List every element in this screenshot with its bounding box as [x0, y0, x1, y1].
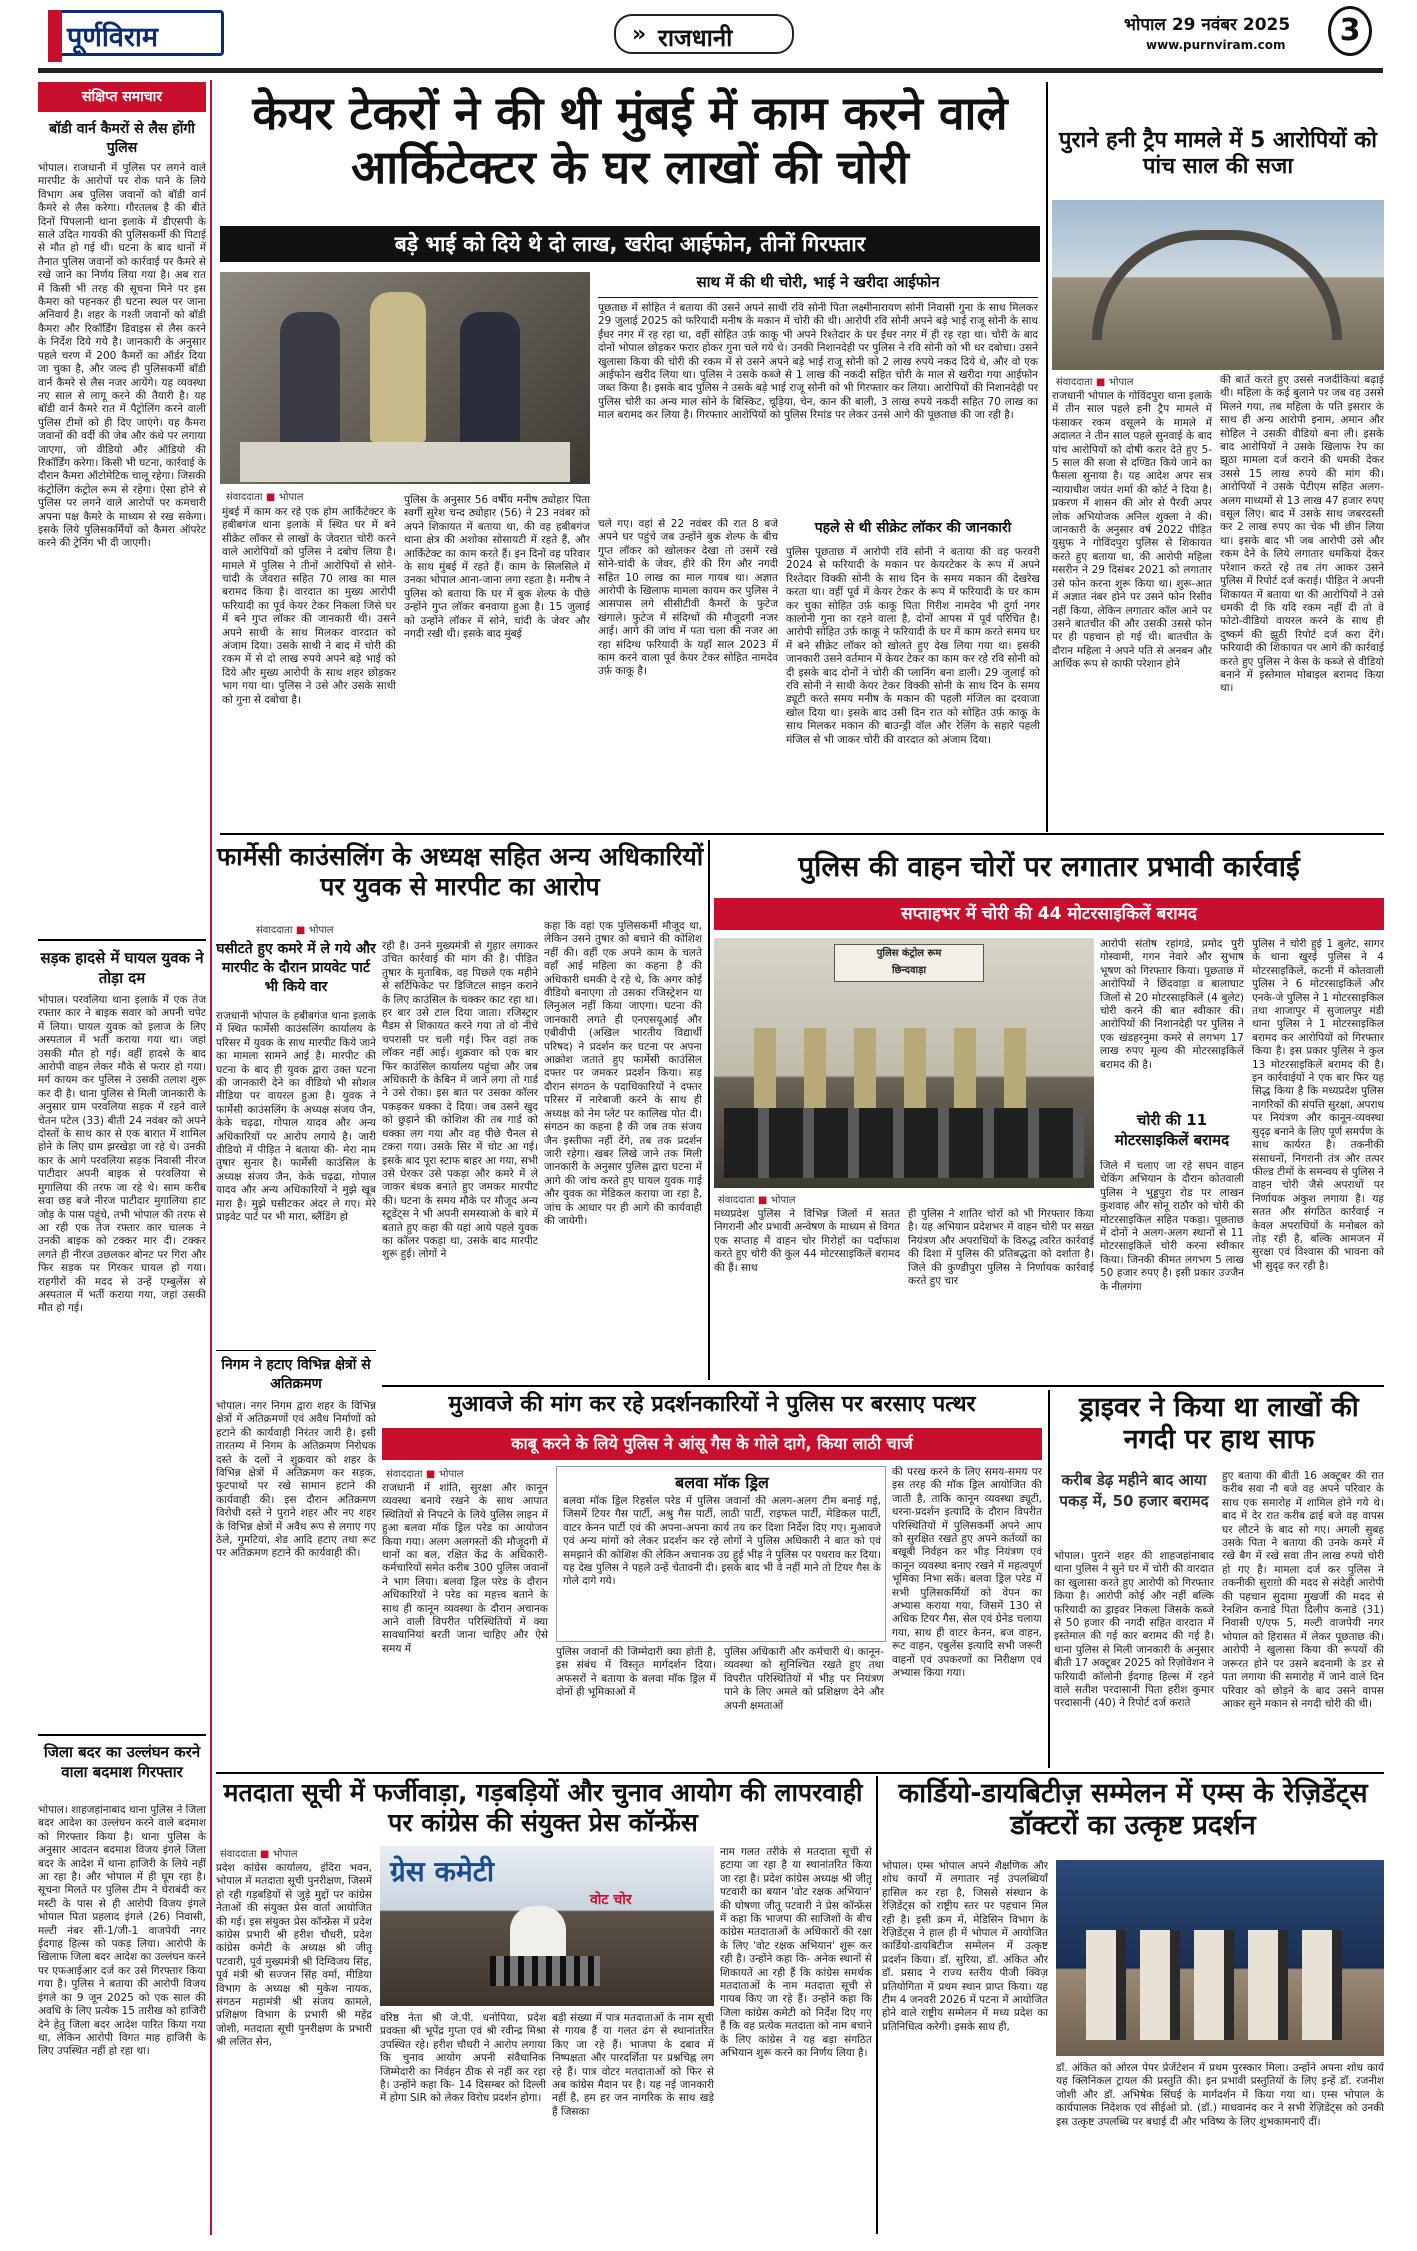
- protest-box-text: बलवा मॉक ड्रिल रिहर्सल परेड में पुलिस जवानों की अलग-अलग टीम बनाई गई, जिसमें टियर गैस पार्टी, अश्रु गैस पार्टी, लाठी पार्टी, राइफल पार्टी, मेडिकल पार्टी, वाटर केनन पार्टी एवं की अपना-अपना कार्य तय कर दिशा निर्देश दिए गए। मुआवजे एवं अन्य मांगों को लेकर प्रदर्शन कर रहे लोगों ने पुलिस अधिकारी ने बात को एवं समझाने की कोशिश की लेकिन अचानक उग्र हुई भीड़ ने पुलिस पर पथराव कर दिया। यह देख पुलिस ने पहले उन्हें चेतावनी दी। इसके बाद भी वे नहीं माने तो टियर गैस के गोले दागे गये।: [563, 1495, 881, 1588]
- story1-col3: चले गए। वहां से 22 नवंबर की रात 8 बजे अपने घर पहुंचे जब उन्होंने बुक शेल्फ के बीच गुप्त लॉकर को खोलकर देखा तो उसमें रखे सोने-चांदी के जेवर, हीरे की रिंग और नगदी सहित 10 लाख का माल गायब था। अज्ञात आरोपी के खिलाफ मामला कायम कर पुलिस ने आसपास लगे सीसीटीवी कैमरों के फुटेज खंगाले। फुटेज में संदिग्धों की मौजूदगी नजर आई। आगे की जांच में पता चला की नजर आ रहा संदिग्ध फरियादी के यहाँ साल 2023 में काम करने वाला पूर्व केयर टेकर सोहित नामदेव उर्फ़ काकू है।: [598, 518, 778, 678]
- story1-col2: पुलिस के अनुसार 56 वर्षीय मनीष ठ्योहार पिता स्वर्गी सुरेश चन्द ठ्योहार (56) ने 23 नवंबर को अपने शिकायत में बताया था, की वह हबीबगंज थाना क्षेत्र की अशोका सोसायटी में रहते हैं, और आर्किटेक्ट का काम करते हैं। इन दिनों वह परिवार के साथ मुंबई में रहते हैं। काम के सिलसिले में उनका भोपाल आना-जाना लगा रहता है। मनीष ने पुलिस को बताया कि घर में बुक शेल्फ के पीछे उन्होंने गुप्त लॉकर बनवाया हुआ है। 15 जुलाई को उन्होंने लॉकर में सोने, चांदी के जेवर और नगदी रखी थी। इसके बाद मुंबई: [404, 494, 590, 641]
- microphone-cluster: [490, 1956, 600, 1986]
- vehicle-subhead: चोरी की 11 मोटरसाइकिलें बरामद: [1114, 1111, 1230, 1149]
- cardio-col2: डॉ. अंकित को ओरल पेपर प्रेजेंटेशन में प्रथम पुरस्कार मिला। उन्होंने अपना शोध कार्य यह क्लिनिकल ट्रायल की प्रस्तुति की। इन प्रभावी प्रस्तुतियों के लिए इन्हें डॉ. रजनीश जोशी और डॉ. अभिषेक सिंघई के मार्गदर्शन में किया गया था। एम्स भोपाल के कार्यपालक निदेशक एवं सीईओ प्रो. (डॉ.) माधवानंद कर ने सभी रेज़िडेंट्स को उनकी इस उत्कृष्ट उपलब्धि पर बधाई दी और भविष्य के लिए शुभकामनाएँ दीं।: [1056, 2062, 1384, 2128]
- story1-headline: केयर टेकरों ने की थी मुंबई में काम करने वाले आर्किटेक्टर के घर लाखों की चोरी: [252, 86, 1008, 195]
- driver-col1: भोपाल। पुराने शहर की शाहजहांनाबाद थाना पुलिस ने सुने घर में चोरी की वारदात का खुलासा करते हुए आरोपी को गिरफ्तार किया है। आरोपी कोई और नहीं बल्कि फरियादी का ड्राइवर निकला जिसके कब्जे से 50 हजार की नगदी सहित वारदात में इस्तेमाल की गई कार बरामद की गई है। थाना पुलिस से मिली जानकारी के अनुसार बीती 17 अक्टूबर 2025 को रिज़ोवेशन ने फरियादी कॉलोनी ईदगाह हिल्स में रहने वाले सतीश परदासानी पिता हरीश कुमार परदासानी (40) ने रिपोर्ट दर्ज कराते: [1054, 1550, 1214, 1710]
- section-rule: [220, 833, 1384, 835]
- motorcycle-row: [724, 1108, 1084, 1178]
- brief-divider: [38, 939, 206, 941]
- banner-text: ग्रेस कमेटी: [390, 1855, 495, 1888]
- vehicle-headline: पुलिस की वाहन चोरों पर लगातार प्रभावी कार्रवाई: [798, 850, 1300, 883]
- story1-box2: [786, 518, 1040, 828]
- award-group-row: [1086, 1930, 1356, 2040]
- voter-headline: मतदाता सूची में फर्जीवाड़ा, गड़बड़ियों और चुनाव आयोग की लापरवाही पर कांग्रेस की संयुक्त प्रेस कॉन्फ्रेंस: [223, 1778, 863, 1837]
- section-title: राजधानी: [658, 24, 733, 52]
- section-rule: [708, 840, 710, 1380]
- vehicle-col-b: जिले में चलाए जा रहे सघन वाहन चेकिंग अभियान के दौरान कोतवाली पुलिस ने भुड्डपुरा रोड पर लाखन कुशवाह और सोनू राठौर को चोरी की मोटरसाइकिल सहित पकड़ा। पूछताछ में दोनों ने अलग-अलग स्थानों से 11 मोटरसाइकिलें चोरी करना स्वीकार किया। जिनकी कीमत लगभग 5 लाख 50 हजार रुपए है। इसी प्रकार उज्जैन के नीलगंगा: [1100, 1160, 1244, 1293]
- vehicle-photo: [714, 938, 1094, 1188]
- voter-col4: नाम गलत तरीके से मतदाता सूची से हटाया जा रहा है या स्थानांतरित किया जा रहा है। प्रदेश कांग्रेस अध्यक्ष श्री जीतू पटवारी का बयान 'वोट रक्षक अभियान' की घोषणा जीतू पटवारी ने प्रेस कॉन्फ्रेंस में कहा कि भाजपा की साजिशों के बीच कांग्रेस मतदाताओं के अधिकारों की रक्षा के लिए 'वोट रक्षक अभियान' शुरू कर रही है। उन्होंने कहा कि- अनेक स्थानों से शिकायतें आ रही हैं कि कांग्रेस समर्थक मतदाताओं के नाम मतदाता सूची से गायब किए जा रहे हैं। उन्होंने कहा कि जिला कांग्रेस कमेटी को निर्देश दिए गए हैं कि वह प्रत्येक मतदाता को नाम बचाने के लिए कांग्रेस ने यह बड़ा संगठित अभियान शुरू करने का निर्णय लिया है।: [720, 1846, 872, 2060]
- voter-photo: [380, 1846, 714, 2006]
- officers-row: [754, 1028, 1054, 1108]
- masthead-rule: [38, 68, 1383, 73]
- vehicle-col-c: पुलिस ने चोरी हुई 1 बुलेट, सागर के थाना खुरई पुलिस ने 4 मोटरसाइकिलें, कटनी में कोतवाली पुलिस ने 6 मोटरसाइकिलें और एनके-जे पुलिस ने 1 मोटरसाइकिल तथा शाजापुर में सुजालपुर मंडी थाना पुलिस ने 1 मोटरसाइकिल बरामद कर आरोपियों को गिरफ्तार किया है। इस प्रकार पुलिस ने कुल 13 मोटरसाइकिलें बरामद की है। इन कार्रवाईयों ने एक बार फिर यह सिद्ध किया है कि मध्यप्रदेश पुलिस नागरिकों की संपत्ति सुरक्षा, अपराध पर नियंत्रण और कानून-व्यवस्था सुदृढ़ बनाने के लिए पूर्ण समर्पण के साथ कार्यरत है। तकनीकी संसाधनों, निगरानी तंत्र और तत्पर फील्ड टीमों के समन्वय से पुलिस ने वाहन चोरी जैसे अपराधों पर निर्णायक अंकुश लगाया है। यह सतत और संगठित कार्रवाई न केवल अपराधियों के मनोबल को तोड़ रही है, बल्कि आमजन में सुरक्षा एवं विश्वास की भावना को भी सुदृढ़ कर रही है।: [1252, 938, 1384, 1272]
- brief-2-body: भोपाल। परवलिया थाना इलाके में एक तेज रफ्तार कार ने बाइक सवार को अपनी चपेट में लिया। घायल युवक को इलाज के लिए अस्पताल में भर्ती कराया गया था। जहां उसकी मौत हो गई। वहीं हादसे के बाद आरोपी वाहन लेकर मौके से फरार हो गया। मर्ग कायम कर पुलिस ने उसकी तलाश शुरू कर दी है। थाना पुलिस से मिली जानकारी के अनुसार ग्राम परवलिया सड़क में रहने वाले चेतन पटेल (33) बीती 24 नवंबर को अपने दोस्तों के साथ कार से एक बारात में शामिल होने के लिए ग्राम झरखेड़ा जा रहे थे। उनकी कार के आगे परवलिया सड़क निवासी नीरज पाटीदार अपनी बाइक से परवलिया से मुगालिया की तरफ जा रहे थे। साम करीब सवा छह बजे नीरज पाटीदार मुगालिया हाट जोड़ के पास पहुंचे, तभी भोपाल की तरफ से आ रही एक तेज रफ्तार कार चालक ने उनकी बाइक को टक्कर मार दी। टक्कर लगते ही नीरज उछलकर बोनट पर गिरा और फिर सड़क पर गिरकर घायल हो गया। राहगीरों की मदद से उन्हें एम्बुलेंस से अस्पताल में भर्ती कराया गया, जहां उसकी मौत हो गई।: [38, 994, 206, 1315]
- police-building-sign: पुलिस कंट्रोल रूम छिन्दवाड़ा: [834, 944, 984, 982]
- voter-col3: बड़ी संख्या में पात्र मतदाताओं के नाम सूची से गायब हैं या गलत ढंग से स्थानांतरित किए जा रहे हैं। भाजपा के दबाव में निष्पक्षता और पारदर्शिता पर प्रश्नचिह्न लग रहे हैं। पात्र वोटर मतदाताओं को फिर से अब कांग्रेस मैदान पर है। यह नई जानकारी नहीं है, हम हर जन नागरिक के साथ खड़े हैं जिसका: [552, 2012, 714, 2118]
- driver-headline: ड्राइवर ने किया था लाखों की नगदी पर हाथ साफ: [1079, 1392, 1359, 1455]
- protest-col4: पुलिस अधिकारी और कर्मचारी थे। कानून-व्यवस्था को सुनिश्चित रखते हुए तथा विपरीत परिस्थितियों में भीड़ पर नियंत्रण पाने के लिए अमले को प्रशिक्षण देने और अपनी क्षमताओं: [724, 1646, 884, 1712]
- section-rule: [382, 1385, 1384, 1387]
- nigam-body: भोपाल। नगर निगम द्वारा शहर के विभिन्न क्षेत्रों में अतिक्रमणों एवं अवैध निर्माणों को हटाने की कार्यवाही निरंतर जारी है। इसी तारतम्य में निगम के अतिक्रमण निरोधक दस्ते के दलों ने शुक्रवार को शहर के विभिन्न क्षेत्रों में अतिक्रमण कर सड़क, फुटपाथों पर रखे सामान हटाने की कार्यवाही की। इस दौरान अतिक्रमण विरोधी दस्ते ने पुराने शहर और नए शहर के विभिन्न क्षेत्रों में अवैध रूप से लगाए गए ठेले, गुमटियां, शेड आदि हटाए तथा रूट पर अतिक्रमण हटाने की कार्यवाही की।: [216, 1400, 376, 1560]
- brief-2-headline: सड़क हादसे में घायल युवक ने तोड़ा दम: [40, 949, 204, 987]
- story1-box: [598, 272, 1038, 512]
- pharmacy-col2: रही है। उनने मुख्यमंत्री से गुहार लगाकर उचित कार्रवाई की मांग की है। पीड़ित तुषार के मुताबिक, वह पिछले एक महीने से सर्टिफिकेट पर डिजिटल साइन कराने के लिए काउंसिल के चक्कर काट रहा था। हर बार उसे टाल दिया जाता। रजिस्ट्रार मैडम से शिकायत करने गया तो वो नीचे चपरासी पर चली गई। फिर वहां तक लॉकर नहीं आई। शुक्रवार को एक बार फिर काउंसिल कार्यालय पहुंचा और जब अधिकारी के केबिन में जाने लगा तो गार्ड ने उसे रोका। इस बात पर उसका कॉलर पकड़कर धक्का दे दिया। जब उसने खुद को छुड़ाने की कोशिश की तब गार्ड को धक्का लग गया और वह पीछे चैनल से टकरा गया। उसके सिर में चोट आ गई। इसके बाद पूरा स्टाफ बाहर आ गया, सभी उसे घेरकर उसे पकड़ा और कमरे में ले जाकर बंधक बनाते हुए जमकर मारपीट की। घटना के समय मौके पर मौजूद अन्य स्टूडेंट्स ने भी अपनी समस्याओ के बारे में बताते हुए कहा की यहां आये पहले युवक का कॉलर पकड़ा था, उसके बाद मारपीट शुरू हुई। लोगों ने: [382, 940, 538, 1261]
- court-gate-arch: [1092, 230, 1342, 340]
- honey-col1: राजधानी भोपाल के गोविंदपुरा थाना इलाके में तीन साल पहले हनी ट्रैप मामले में फंसाकर रकम वसूलने के मामले में अदालत ने तीन साल पहले सुनवाई के बाद पांच आरोपियों को दोषी करार देते हुए 5-5 साल की सजा से दण्डित किये जाने का फैसला सुनाया है। यह आदेश अपर सत्र न्यायाधीश जयंत शर्मा की कोर्ट ने दिया है। प्रकरण में शासन की ओर से पैरवी अपर लोक अभियोजक अनिल शुक्ला ने की। जानकारी के अनुसार वर्ष 2022 पीड़ित युसुफ ने गोविंदपुरा पुलिस से शिकायत करते हुए बताया था, की आरोपी महिला मसरीन ने 29 दिसंबर 2021 को लगातार उसे फोन करना शुरू किया था। शुरू-आत में अज्ञात नंबर होने पर उसने फोन रिसीव नहीं किया, लेकिन लगातार कॉल आने पर उसने बातचीत की और उसकी उससे फोन पर ही पहचान हो गई थी। बातचीत के दौरान महिला ने अपने पति से अनबन और आर्थिक रूप से काफी परेशान होने: [1052, 390, 1212, 671]
- masthead: [0, 0, 1417, 68]
- brief-1-headline: बॉडी वार्न कैमरों से लैस होंगी पुलिस: [49, 121, 195, 156]
- protest-col3: पुलिस जवानों की जिम्मेदारी क्या होती है, इस संबंध में विस्तृत मार्गदर्शन दिया। अफसरों ने बताया के बलवा मॉक ड्रिल में दोनों ही भूमिकाओं में: [556, 1646, 716, 1699]
- section-rule: [876, 1776, 878, 2234]
- brief-tag: संक्षिप्त समाचार: [38, 82, 206, 112]
- logo-text: पूर्णविराम: [67, 22, 159, 53]
- voter-credit: संवाददाता ■ भोपाल: [220, 1849, 298, 1860]
- logo[interactable]: [48, 10, 224, 56]
- story1-col1: मुंबई में काम कर रहे एक होम आर्किटेक्टर के हबीबगंज थाना इलाके में स्थित घर में बने सीक्रेट लॉकर से लाखों के जेवरात चोरी करने वाले आरोपियों को पुलिस ने दबोच लिया है। मामले में पुलिस ने तीनों आरोपियों से सोने-चांदी के जेवरात सहित 70 लाख का माल बरामद किया है। वारदात का मुख्य आरोपी फरियादी का पूर्व केयर टेकर निकला जिसे घर में बने गुप्त लॉकर की जानकारी थी। उसने अपने साथी के साथ मिलकर वारदात को अंजाम दिया। उसके साथी ने बाद में चोरी की रकम में से दो लाख रुपये अपने बड़े भाई को दिये और मुख्य आरोपी के साथ शहर छोड़कर भाग गया था। पुलिस ने उसे और उसके साथी को गुना से दबोचा है।: [222, 506, 396, 706]
- page-number: 3: [1328, 6, 1372, 56]
- nigam-rule: [216, 1350, 376, 1351]
- story1-box2-text: पुलिस पूछताछ में आरोपी रवि सोनी ने बताया की वह फरवरी 2024 से फरियादी के मकान पर केयरटेकर के रूप में अपने रिश्तेदार विक्की सोनी के साथ दिन के समय मकान की देखरेख करता था। वहीं पूर्व में केयर टेकर के रूप में फरियादी के घर काम कर चुका सोहित उर्फ़ काकू पिता गिरीश नामदेव भी दुर्गा नगर कालोनी गुना का रहने वाला है, दोनों आपस में पूर्व परिचित है। आरोपी सोहित उर्फ़ काकू ने फरियादी के घर में काम करते समय घर में बने सीक्रेट लॉकर को खोलते हुए देख लिया गया था। इसकी जानकारी उसने वर्तमान में केयर टेकर का काम कर रहे रवि सोनी को दी इसके बाद दोनों ने चोरी की प्लानिंग बना डाली। 29 जुलाई को रवि सोनी ने साथी केयर टेकर विक्की सोनी के साथ दिन के समय ड्यूटी करते समय मनीष के मकान की पहली मंजिल का दरवाजा खोल दिया था। इसके बाद उसी दिन रात को सोहित उर्फ़ काकू के साथ मिलकर मकान की बाउन्ड्री वॉल और रेलिंग के सहारे पहली मंजिल से भी जाकर चोरी की वारदात को अंजाम दिया।: [786, 546, 1040, 746]
- banner-text: वोट चोर: [590, 1892, 632, 1908]
- honey-photo: [1052, 200, 1384, 370]
- protest-headline: मुआवजे की मांग कर रहे प्रदर्शनकारियों ने पुलिस पर बरसाए पत्थर: [448, 1392, 976, 1417]
- cardio-photo: [1056, 1860, 1384, 2056]
- cardio-headline: कार्डियो-डायबिटीज़ सम्मेलन में एम्स के रेज़िडेंट्स डॉक्टरों का उत्कृष्ट प्रदर्शन: [898, 1778, 1368, 1841]
- vehicle-col-d: मध्यप्रदेश पुलिस ने विभिन्न जिलों में सतत निगरानी और प्रभावी अन्वेषण के माध्यम से विगत एक सप्ताह में वाहन चोर गिरोहों का पर्दाफाश करते हुए चोरी की कुल 44 मोटरसाइकिलें बरामद की हैं। साथ: [714, 1208, 900, 1274]
- story1-box-title: साथ में की थी चोरी, भाई ने खरीदा आईफोन: [598, 272, 1038, 298]
- protest-deck: काबू करने के लिये पुलिस ने आंसू गैस के गोले दागे, किया लाठी चार्ज: [382, 1428, 1042, 1460]
- logo-accent: [48, 10, 62, 62]
- section-rule: [1048, 1390, 1050, 1768]
- voter-col2: वरिष्ठ नेता श्री जे.पी. धनोपिया, प्रदेश प्रवक्ता श्री भूपेंद्र गुप्ता एवं श्री रवीन्द्र मिश्रा उपस्थित रहे। हरीश चौधरी ने आरोप लगाया कि चुनाव आयोग अपनी संवैधानिक जिम्मेदारी का निर्वहन ठीक से नहीं कर रहा है। उन्होंने कहा कि- 14 दिसम्बर को दिल्ली में होगा SIR को लेकर विरोध प्रदर्शन होगा।: [380, 2012, 546, 2105]
- driver-subhead: करीब डेढ़ महीने बाद आया पकड़ में, 50 हजार बरामद: [1059, 1471, 1209, 1510]
- honey-col2: की बातें करते हुए उससे नजदीकियां बढ़ाई थी। महिला के कई बुलाने पर जब वह उससे मिलने गया, तब महिला के पति इसरार के साथ ही अन्य आरोपी इनाम, अमान और सोहिल ने उसकी वीडियो बना ली। इसके बाद आरोपियों ने उसके खिलाफ रेप का झूठा मामला दर्ज कराने की धमकी देकर उससे 15 लाख रुपये की मांग की। आरोपियों ने उसके पेटीएम सहित अलग-अलग माध्यमों से 13 लाख 47 हजार रुपए वसूल लिए। बाद में उसके साथ जबरदस्ती कर 2 लाख रुपए का चेक भी छीन लिया था। इसके बाद भी जब आरोपी उसे और रकम देने के लिये लगातार धमकियां देकर परेशान करते रहे तब तंग आकर उसने पुलिस में रिपोर्ट दर्ज कराई। पीड़ित ने अपनी शिकायत में बताया था की आरोपियों ने उसे धमकी दी कि यदि रकम नहीं दी तो वे फोटो-वीडियो वायरल करने के साथ ही दुष्कर्म की झूठी रिपोर्ट दर्ज करा देंगे। फरियादी की शिकायत पर आगे की कार्रवाई करते हुए पुलिस ने केस के कब्जे से वीडियो बनाने में इस्तेमाल मोबाइल बरामद किया था।: [1220, 374, 1384, 695]
- brief-divider: [38, 1734, 206, 1736]
- protest-col5: की परख करने के लिए समय-समय पर इस तरह की मॉक ड्रिल आयोजित की जाती है, ताकि कानून व्यवस्था ड्यूटी, धरना-प्रदर्शन इत्यादि के दौरान विपरीत परिस्थितियों में पुलिसकर्मी अपने आप को सुरक्षित रखते हुए अपने कर्तव्यों का बखूबी निर्वहन कर भीड़ नियंत्रण एवं कानून व्यवस्था बनाए रखने में महत्वपूर्ण भूमिका निभा सकें। बलवा ड्रिल परेड में सभी पुलिसकर्मियों को वेपन का अभ्यास कराया गया, जिसमें 130 से अधिक टियर गैस, सेल एवं ग्रेनेड चलाया गया, साथ ही वाटर केनन, बज वाहन, रूट वाहन, एबुलेंस इत्यादि सभी जरूरी वाहनों एवं उपकरणों का निरीक्षण एवं अभ्यास किया गया।: [892, 1466, 1042, 1680]
- section-rule: [1046, 82, 1048, 832]
- brief-3-body: भोपाल। शाहजहांनाबाद थाना पुलिस ने जिला बदर आदेश का उल्लंघन करने वाले बदमाश को गिरफ्तार किया है। थाना पुलिस के अनुसार आदतन बदमाश विजय इंगले जिला बदर के आदेश में थाना हाजिरी के लिये नहीं आ रहा है। और भोपाल में ही घूम रहा है। सूचना मिलते पर पुलिस टीम ने घेराबंदी कर मस्टी के पास से ही आरोपी विजय इंगले भोपाल पिता प्रहलाद इंगले (26) निवासी, मल्टी नंबर सी-1/जी-1 वाजपेयी नगर ईदगाह हिल्स को पकड़ लिया। आरोपी के खिलाफ जिला बदर आदेश का उल्लंघन करने पर एफआईआर दर्ज कर उसे गिरफ्तार किया गया है। पुलिस ने बताया की आरोपी विजय इंगले का 9 जून 2025 को एक साल की अवधि के लिए प्रत्येक 15 तारीख को हाजिरी देने हेतु जिला बदर आदेश पारित किया गया था, लेकिन आरोपी विगत माह हाजिरी के लिए उपस्थित नहीं हो रहा था।: [38, 1804, 206, 2058]
- story1-deck: बड़े भाई को दिये थे दो लाख, खरीदा आईफोन, तीनों गिरफ्तार: [220, 226, 1040, 262]
- story1-photo-credit: संवाददाता ■ भोपाल: [226, 492, 304, 503]
- vehicle-deck: सप्ताहभर में चोरी की 44 मोटरसाइकिलें बरामद: [714, 898, 1384, 930]
- protest-box: [556, 1466, 886, 1642]
- voter-col1: प्रदेश कांग्रेस कार्यालय, इंदिरा भवन, भोपाल में मतदाता सूची पुनरीक्षण, जिसमें हो रही गड़बड़ियों से जुड़े मुद्दों पर कांग्रेस नेताओं की संयुक्त प्रेस वार्ता आयोजित की गई। इस संयुक्त प्रेस कॉन्फ्रेंस में प्रदेश कांग्रेस प्रभारी श्री हरीश चौधरी, प्रदेश कांग्रेस कमेटी के अध्यक्ष श्री जीतू पटवारी, पूर्व मुख्यमंत्री श्री दिग्विजय सिंह, पूर्व मंत्री श्री सज्जन सिंह वर्मा, मीडिया विभाग के अध्यक्ष श्री मुकेश नायक, संगठन महामंत्री श्री संजय कामले, प्रशिक्षण विभाग के प्रभारी श्री महेंद्र जोशी, मतदाता सूची पुनरीक्षण के प्रभारी श्री ललित सेन,: [216, 1862, 372, 2049]
- cardio-col1: भोपाल। एम्स भोपाल अपने शैक्षणिक और शोध कार्यों में लगातार नई उपलब्धियाँ हासिल कर रहा है, जिससे संस्थान के रेज़िडेंट्स को राष्ट्रीय स्तर पर पहचान मिल रही है। इसी क्रम में, मेडिसिन विभाग के रेज़िडेंट्स ने हाल ही में भोपाल में आयोजित कार्डियो-डायबिटीज सम्मेलन में उत्कृष्ट प्रदर्शन किया। डॉ. सुरिया, डॉ. अंकित और डॉ. प्रसाद ने राज्य स्तरीय पीजी क्विज़ प्रतियोगिता में प्रथम स्थान प्राप्त किया। यह टीम 4 जनवरी 2026 में पटना में आयोजित होने वाले राष्ट्रीय सम्मेलन में मध्य प्रदेश का प्रतिनिधित्व करेगी। इसके साथ ही,: [882, 1860, 1048, 2033]
- pharmacy-headline: फार्मेसी काउंसलिंग के अध्यक्ष सहित अन्य अधिकारियों पर युवक से मारपीट का आरोप: [216, 842, 704, 901]
- protest-credit: संवाददाता ■ भोपाल: [386, 1469, 464, 1480]
- pharmacy-col3: कहा कि वहां एक पुलिसकर्मी मौजूद था, लेकिन उसने तुषार को बचाने की कोशिश नहीं की। वहीं एक अपने काम के चलते वहाँ आई महिला का कहना है की अधिकारी धमकी दे रहे थे, कि अगर कोई वीडियो बनाएगा तो उसका रजिस्ट्रेशन या लिनुअल नहीं किया जाएगा। घटना की जानकारी लगते ही एनएसयूआई और एबीवीपी (अखिल भारतीय विद्यार्थी परिषद) ने प्रदर्शन कर घटना पर अपना आक्रोश जताते हुए फार्मेसी काउंसिल दफ्तर पर जमकर प्रदर्शन किया। सड़ दौरान संगठन के पदाधिकारियों ने दफ्तर परिसर में नारेबाजी करने के साथ ही अध्यक्ष को नेम प्लेट पर कालिख पोत दी। संगठन का कहना है की जब तक संजय जैन इस्तीफा नहीं देंगे, तब तक प्रदर्शन जारी रहेगा। खबर लिखे जाने तक मिली जानकारी के अनुसार पुलिस द्वारा घटना में आगे की जांच करते हुए घायल युवक गाई और युवक का मेडिकल कराया जा रहा है, जांच के आधार पर ही आगे की कार्यवाही की जायेगी।: [544, 920, 702, 1227]
- pharmacy-sidehead: घसीटते हुए कमरे में ले गये और मारपीट के दौरान प्रायवेट पार्ट भी किये वार: [216, 941, 376, 995]
- pharmacy-col1: राजधानी भोपाल के हबीबगंज थाना इलाके में स्थित फार्मेसी काउंसलिंग कार्यालय के परिसर में युवक के साथ मारपीट किये जाने का मामला सामने आई है। मारपीट की घटना के बाद ही युवक द्वारा उक्त घटना की जानकारी देने का वीडियो भी सोशल मीडिया पर वायरल हुआ है। युवक ने फार्मेसी काउंसलिंग के अध्यक्ष संजय जैन, केके चढ़ढा, गोपाल यादव और अन्य अधिकारियों पर आरोप लगाये है। जारी वीडियो में पीड़ित ने बताया की- मेरा नाम तुषार सुनार है। फार्मेसी काउंसिल के अध्यक्ष संजय जैन, केके चढ़ढा, गोपाल यादव और अन्य अधिकारियों ने मुझे खूब मारा है। मुझे घसीटकर अंदर ले गए। मेरे प्राइवेट पार्ट पर भी मारा, ब्लैंडिंग हो: [216, 1010, 376, 1224]
- honey-photo-credit: संवाददाता ■ भोपाल: [1056, 377, 1134, 388]
- pharmacy-credit: संवाददाता ■ भोपाल: [256, 925, 334, 936]
- story1-box2-title: पहले से थी सीक्रेट लॉकर की जानकारी: [814, 520, 1012, 536]
- accused-figure: [280, 312, 340, 452]
- vehicle-col-a: आरोपी संतोष रहांगडे, प्रमोद पुरी गोस्वामी, गगन नेवारे और सुभाष भूषण को गिरफ्तार किया। पूछताछ में आरोपियों ने छिंदवाड़ा व बालाघाट जिलों से 20 मोटरसाइकिलें (4 बुलेट) चोरी करने की बात स्वीकार की। आरोपियों की निशानदेही पर पुलिस ने एक खंडहरनुमा कमरे से लगभग 17 लाख रुपए मूल्य की मोटरसाइकिलें बरामद की है।: [1100, 938, 1244, 1071]
- vehicle-col-e: ही पुलिस ने शातिर चोरों को भी गिरफ्तार किया है। यह अभियान प्रदेशभर में वाहन चोरी पर सख्त नियंत्रण और अपराधियों के विरुद्ध त्वरित कार्रवाई की दिशा में पुलिस की प्रतिबद्धता को दर्शाता है। जिले की कुण्डीपुरा पुलिस ने निर्णायक कार्रवाई करते हुए चार: [908, 1208, 1094, 1288]
- protest-box-title: बलवा मॉक ड्रिल: [675, 1473, 769, 1492]
- left-column-rule: [210, 80, 212, 2235]
- brief-1-body: भोपाल। राजधानी में पुलिस पर लगने वाले मारपीट के आरोपों पर रोक पाने के लिये विभाग अब पुलिस जवानों को बॉडी वार्न कैमरे से लैस करेगा। गौरतलब है की बीते दिनों पिपलानी थाना इलाके में डीएसपी के साले उदित गायकी की पुलिसकर्मी की पिटाई से मौत हो गई थी। घटना के बाद थानों में तैनात पुलिस जवानों को कार्रवाई पर कैमरे से रखे जाने का निर्णय लिया गया है। अब रात में किसी भी तरह की सूचना मिने पर इस कैमरा को पहनकर ही घटना स्थल पर जाना अनिवार्य है। शहर के गश्ती जवानों को बॉडी कैमरा और रिकॉर्डिंग डिवाइस से लैस करने के निर्देश दिये गये है। जानकारी के अनुसार पहले चरण में 200 कैमरों का ऑर्डर दिया जा चुका है, और जल्द ही पुलिसकर्मी बॉडी वार्न कैमरे से लैस नजर आयेंगे। यह व्यवस्था नए साल से लागू करने की तैयारी है। यह बॉडी वार्न कैमरे रात में पैट्रोलिंग करने वाली पुलिस टीमों को ही दिए जाएंगे। यह कैमरा जवानों की वर्दी की जेब और कंधे पर लगाया जाएगा, जो वीडियो और ऑडियो की रिकॉर्डिंग करेगा। किसी भी घटना, कार्रवाई के दौरान कैमरा ऑटोमेटिक चालू रहेगा। जिसकी कंट्रोलिंग कंट्रोल रूम से रहेगा। ऐसा होने से पुलिस पर लगने वाले आरोपों पर कमचारी अपना पक्ष कैमरे के माध्यम से रख सकेगा। इसके लिये पुलिसकर्मियों को कैमरा ऑपरेट करने की ट्रेनिंग भी दी जाएगी।: [38, 162, 206, 550]
- nigam-headline: निगम ने हटाए विभिन्न क्षेत्रों से अतिक्रमण: [221, 1357, 371, 1392]
- section-rule: [216, 1772, 1384, 1774]
- vehicle-photo-credit: संवाददाता ■ भोपाल: [718, 1195, 796, 1206]
- story1-box-text: पूछताछ में सोहित ने बताया की उसने अपने साथी रवि सोनी पिता लक्ष्मीनारायण सोनी निवासी गुना के साथ मिलकर 29 जुलाई 2025 को फरियादी मनीष के मकान में चोरी की थी। आरोपी रवि सोनी अपने बड़े भाई राजू सोनी के साथ ईंधर नगर में रह रहा था, वहीं सोहित उर्फ़ काकू भी अपने रिश्तेदार के घर ईंधर नगर में ही रह रहा था। चोरी के बाद दोनों भोपाल छोड़कर फरार होकर गुना चले गये थे। उनकी निशानदेही पर पुलिस ने रवि सोनी को भी धर दबोचा। उसने खुलासा किया की चोरी की रकम में से उसने अपने बड़े भाई राजू सोनी को 2 लाख रुपये नकद दिये थे, और वो एक आईफोन खरीद लिया था। पुलिस ने उसके कब्जे से 1 लाख की नकदी सहित चोरी के माल से खरीदा गया आईफोन जब्त किया है। इसके बाद पुलिस ने उसके बड़े भाई राजू सोनी को भी गिरफ्तार कर लिया। आरोपियों की निशानदेही पर पुलिस चोरी का अन्य माल सोने के बिस्किट, चूड़िया, चेन, कान की बाली, 3 लाख रुपये नकदी सहित 70 लाख का माल बरामद कर लिया है। गिरफ्तार आरोपियों को पुलिस रिमांड पर लेकर उनसे आगे की पूछताछ की जा रही है।: [598, 302, 1038, 422]
- issue-date: भोपाल 29 नवंबर 2025: [1124, 15, 1291, 35]
- protest-col1: राजधानी में शांति, सुरक्षा और कानून व्यवस्था बनाये रखने के साथ आपात स्थितियों से निपटने के लिये पुलिस लाइन में हुआ बलवा मॉक ड्रिल परेड का आयोजन किया गया। अलग अलगस्तों की मौजूदगी में थानों का बल, रक्षित केंद्र के अधिकारी-कर्मचारियों समेत करीब 300 पुलिस जवानों ने भाग लिया। बलवा ड्रिल परेड के दौरान अधिकारियों ने परेड का महत्त्व बताने के साथ ही कानून व्यवस्था के दौरान अचानक आने वाली विपरीत परिस्थितियों में क्या सावधानियां बरती जाना चाहिए और ऐसे समय में: [382, 1482, 548, 1655]
- brief-3-headline: जिला बदर का उल्लंघन करने वाला बदमाश गिरफ्तार: [43, 1743, 201, 1781]
- honey-headline: पुराने हनी ट्रैप मामले में 5 आरोपियों को पांच साल की सजा: [1058, 128, 1377, 179]
- chevron-right-icon: »: [632, 22, 647, 47]
- site-url[interactable]: www.purnviram.com: [1146, 38, 1286, 52]
- section-banner: [614, 14, 794, 54]
- left-column: [38, 82, 208, 2232]
- driver-col2: हुए बताया की बीती 16 अक्टूबर की रात करीब सवा नौ बजे वह अपने परिवार के साथ एक समारोह में शामिल होने गये थे। बाद में देर रात करीब ढाई बजे वह वापस घर लौटने के बाद सो गए। अगली सुबह उसके पिता ने बताया की उनके कमरे में रखे बैग में रखे सवा तीन लाख रुपये चोरी हो गए है। मामला दर्ज कर पुलिस ने तकनीकी सुराग़ो की मदद से संदेही आरोपी की पहचान सुदामा मुखर्जी की मदद से रेनशिन कनाडे पिता दिलीप कनाडे (31) निवासी ए/एफ 5, मल्टी वाजपेयी नगर भोपाल को हिरासत में लेकर पूछताछ की। आरोपी ने खुलासा किया की रूपयों की जरूरत होने पर उसने बदनामी के डर से पता लगाया की समारोह में जाने वाले दिन परिवार को छोड़ने के बाद उसने वापस आकर सुने मकान से नगदी चोरी की थी।: [1222, 1470, 1384, 1710]
